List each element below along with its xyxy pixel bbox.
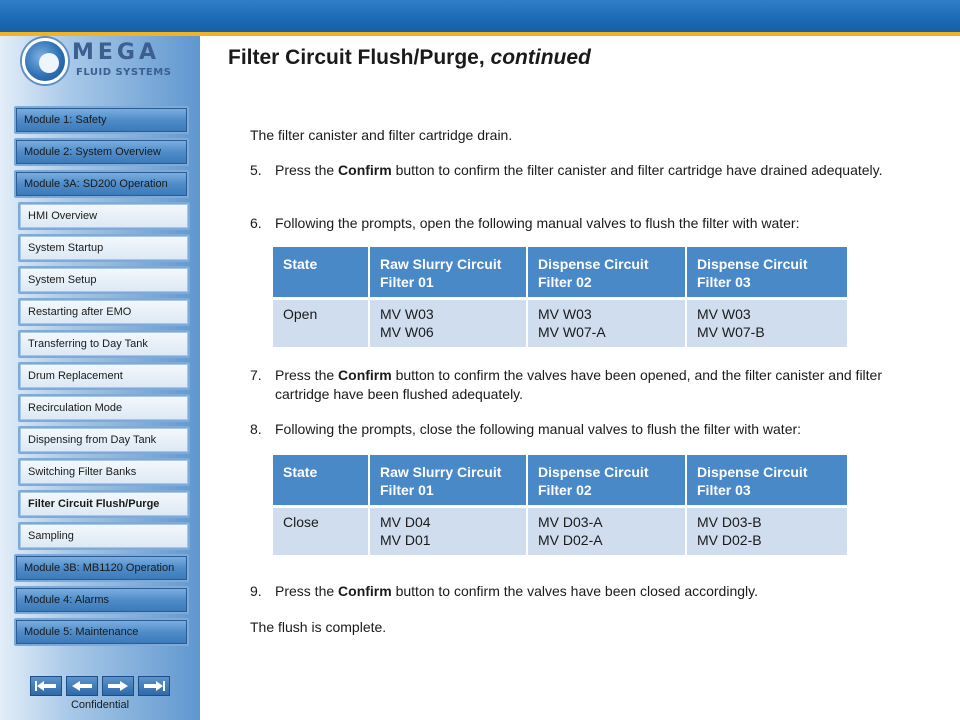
header-filter-03: Dispense Circuit Filter 03 (687, 247, 847, 300)
intro-text: The filter canister and filter cartridge drain. (250, 127, 513, 143)
step-7: 7. Press the Confirm button to confirm the valves have been opened, and the filter canister and filter cartridge have been flushed adequately. (250, 367, 883, 402)
cell-filter-03: MV D03-B MV D02-B (687, 508, 847, 555)
cell-filter-03: MV W03 MV W07-B (687, 300, 847, 347)
nav-dispensing-from-day-tank[interactable]: Dispensing from Day Tank (18, 426, 190, 454)
header-filter-02: Dispense Circuit Filter 02 (528, 455, 687, 508)
nav-module-1-safety[interactable]: Module 1: Safety (14, 106, 189, 134)
header-filter-02: Dispense Circuit Filter 02 (528, 247, 687, 300)
nav-hmi-overview[interactable]: HMI Overview (18, 202, 190, 230)
last-icon[interactable] (138, 676, 170, 696)
close-valves-table (273, 455, 847, 555)
header-filter-01: Raw Slurry Circuit Filter 01 (370, 455, 528, 508)
first-icon[interactable] (30, 676, 62, 696)
nav-module-5-maintenance[interactable]: Module 5: Maintenance (14, 618, 189, 646)
cell-filter-02: MV W03 MV W07-A (528, 300, 687, 347)
step-8: 8. Following the prompts, close the following manual valves to flush the filter with water: (250, 421, 802, 437)
omega-logo (20, 36, 180, 88)
nav-sampling[interactable]: Sampling (18, 522, 190, 550)
nav-system-setup[interactable]: System Setup (18, 266, 190, 294)
nav-module-3b-mb1120-operation[interactable]: Module 3B: MB1120 Operation (14, 554, 189, 582)
header-state: State (273, 455, 370, 508)
table-header-row (273, 247, 847, 300)
logo-wordmark: MEGA (72, 40, 161, 65)
step-6: 6. Following the prompts, open the following manual valves to flush the filter with water: (250, 215, 800, 231)
nav-filter-circuit-flush-purge[interactable]: Filter Circuit Flush/Purge (18, 490, 190, 518)
cell-filter-01: MV D04 MV D01 (370, 508, 528, 555)
back-icon[interactable] (66, 676, 98, 696)
cell-state: Open (273, 300, 370, 347)
nav-system-startup[interactable]: System Startup (18, 234, 190, 262)
forward-icon[interactable] (102, 676, 134, 696)
top-bar (0, 0, 960, 32)
outro-text: The flush is complete. (250, 619, 387, 635)
nav-module-2-system-overview[interactable]: Module 2: System Overview (14, 138, 189, 166)
open-valves-table (273, 247, 847, 347)
step-5: 5. Press the Confirm button to confirm the filter canister and filter cartridge have drained adequately. (250, 162, 883, 178)
confidential-label: Confidential (70, 699, 130, 711)
header-state: State (273, 247, 370, 300)
nav-module-4-alarms[interactable]: Module 4: Alarms (14, 586, 189, 614)
cell-filter-01: MV W03 MV W06 (370, 300, 528, 347)
table-header-row (273, 455, 847, 508)
nav-recirculation-mode[interactable]: Recirculation Mode (18, 394, 190, 422)
nav-module-3a-sd200-operation[interactable]: Module 3A: SD200 Operation (14, 170, 189, 198)
nav-restarting-after-emo[interactable]: Restarting after EMO (18, 298, 190, 326)
header-filter-03: Dispense Circuit Filter 03 (687, 455, 847, 508)
logo-emblem (22, 38, 68, 84)
nav-drum-replacement[interactable]: Drum Replacement (18, 362, 190, 390)
step-9: 9. Press the Confirm button to confirm the valves have been closed accordingly. (250, 583, 758, 599)
logo-subtitle: FLUID SYSTEMS (76, 67, 172, 78)
table-row (273, 300, 847, 347)
nav-switching-filter-banks[interactable]: Switching Filter Banks (18, 458, 190, 486)
header-filter-01: Raw Slurry Circuit Filter 01 (370, 247, 528, 300)
table-row (273, 508, 847, 555)
cell-filter-02: MV D03-A MV D02-A (528, 508, 687, 555)
cell-state: Close (273, 508, 370, 555)
slide-navigation (30, 676, 172, 696)
nav-transferring-to-day-tank[interactable]: Transferring to Day Tank (18, 330, 190, 358)
page-title: Filter Circuit Flush/Purge, continued (228, 46, 591, 69)
